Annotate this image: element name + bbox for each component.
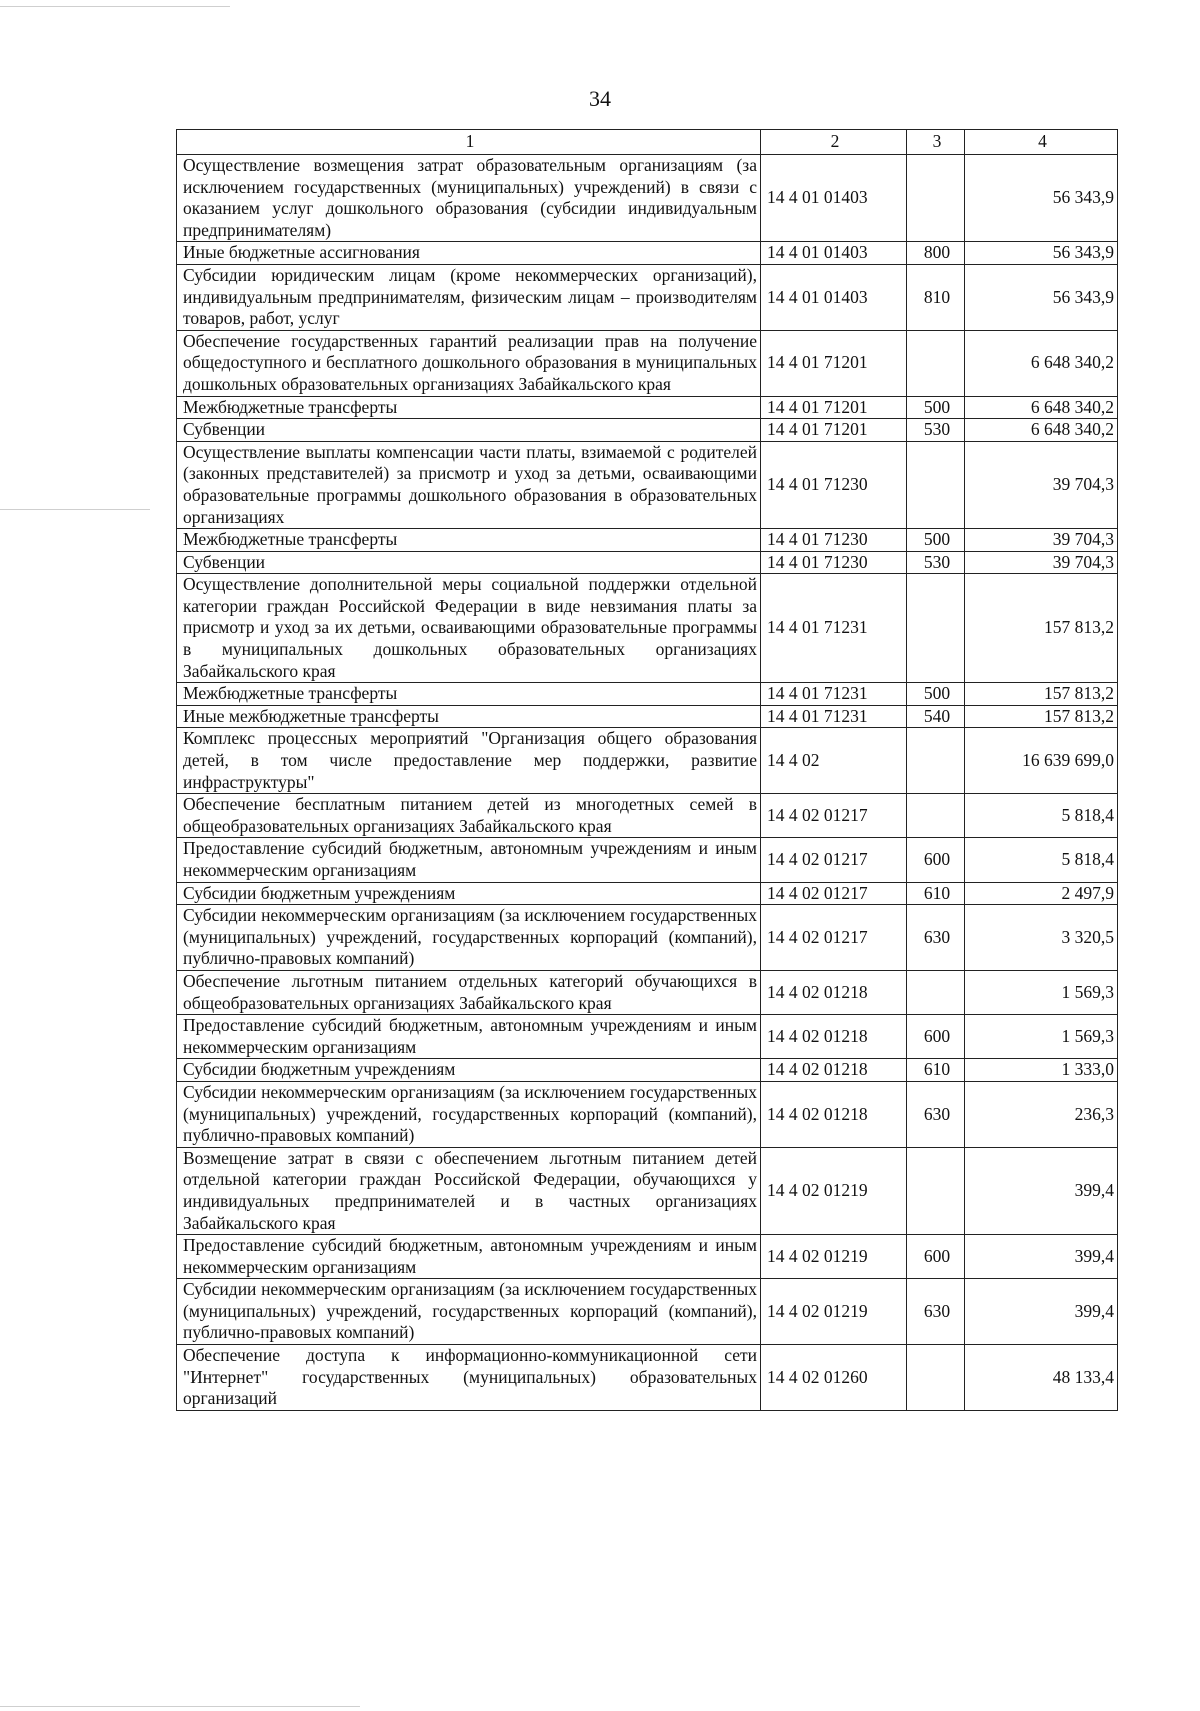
- row-description: Обеспечение доступа к информационно-коммуникационной сети "Интернет" государственных (муниципальных) образовательных организаций: [177, 1345, 761, 1411]
- row-target-code: 14 4 01 71201: [761, 419, 907, 442]
- row-target-code: 14 4 01 01403: [761, 264, 907, 330]
- row-expense-type: 610: [907, 882, 965, 905]
- row-target-code: 14 4 02 01218: [761, 970, 907, 1014]
- row-amount: 48 133,4: [965, 1345, 1118, 1411]
- table-row: [177, 882, 1118, 905]
- table-header-row: [177, 130, 1118, 155]
- row-description: Субвенции: [177, 551, 761, 574]
- table-row: [177, 683, 1118, 706]
- row-amount: 1 569,3: [965, 970, 1118, 1014]
- table-row: [177, 529, 1118, 552]
- row-expense-type: 500: [907, 396, 965, 419]
- table-row: [177, 330, 1118, 396]
- row-target-code: 14 4 02 01218: [761, 1081, 907, 1147]
- row-target-code: 14 4 01 71201: [761, 396, 907, 419]
- row-amount: 157 813,2: [965, 683, 1118, 706]
- header-col-1: 1: [177, 130, 761, 155]
- row-expense-type: 500: [907, 529, 965, 552]
- row-target-code: 14 4 02 01217: [761, 882, 907, 905]
- row-amount: 5 818,4: [965, 794, 1118, 838]
- row-description: Субсидии некоммерческим организациям (за исключением государственных (муниципальных) учреждений, государственных корпораций (компаний), публично-правовых компаний): [177, 1081, 761, 1147]
- row-target-code: 14 4 01 71231: [761, 683, 907, 706]
- page-number: 34: [589, 86, 611, 111]
- row-expense-type: [907, 728, 965, 794]
- row-amount: 1 333,0: [965, 1059, 1118, 1082]
- row-amount: 236,3: [965, 1081, 1118, 1147]
- table-row: [177, 1345, 1118, 1411]
- row-description: Иные бюджетные ассигнования: [177, 242, 761, 265]
- row-target-code: 14 4 01 71230: [761, 551, 907, 574]
- row-amount: 5 818,4: [965, 838, 1118, 882]
- table-row: [177, 242, 1118, 265]
- row-target-code: 14 4 01 71230: [761, 529, 907, 552]
- row-amount: 2 497,9: [965, 882, 1118, 905]
- row-description: Обеспечение льготным питанием отдельных категорий обучающихся в общеобразовательных организациях Забайкальского края: [177, 970, 761, 1014]
- row-expense-type: 630: [907, 1279, 965, 1345]
- row-expense-type: 600: [907, 1235, 965, 1279]
- table-row: [177, 728, 1118, 794]
- row-amount: 16 639 699,0: [965, 728, 1118, 794]
- row-target-code: 14 4 02 01219: [761, 1235, 907, 1279]
- budget-table-body: [177, 130, 1118, 1411]
- row-description: Осуществление выплаты компенсации части платы, взимаемой с родителей (законных представителей) за присмотр и уход за детьми, осваивающими образовательные программы дошкольного образования в образовательных организациях: [177, 441, 761, 528]
- row-expense-type: 600: [907, 838, 965, 882]
- row-target-code: 14 4 01 71231: [761, 574, 907, 683]
- table-row: [177, 574, 1118, 683]
- table-row: [177, 441, 1118, 528]
- row-expense-type: 500: [907, 683, 965, 706]
- row-amount: 39 704,3: [965, 551, 1118, 574]
- scan-edge-mid: [0, 509, 150, 510]
- row-description: Субсидии юридическим лицам (кроме некоммерческих организаций), индивидуальным предпринимателям, физическим лицам – производителям товаров, работ, услуг: [177, 264, 761, 330]
- row-amount: 399,4: [965, 1279, 1118, 1345]
- header-col-4: 4: [965, 130, 1118, 155]
- row-target-code: 14 4 02 01217: [761, 794, 907, 838]
- row-target-code: 14 4 02 01218: [761, 1059, 907, 1082]
- row-target-code: 14 4 01 71230: [761, 441, 907, 528]
- table-row: [177, 1015, 1118, 1059]
- table-row: [177, 1081, 1118, 1147]
- row-amount: 56 343,9: [965, 264, 1118, 330]
- row-expense-type: [907, 330, 965, 396]
- row-expense-type: [907, 970, 965, 1014]
- row-expense-type: [907, 794, 965, 838]
- row-expense-type: 810: [907, 264, 965, 330]
- row-target-code: 14 4 02 01217: [761, 838, 907, 882]
- row-description: Предоставление субсидий бюджетным, автономным учреждениям и иным некоммерческим организациям: [177, 1015, 761, 1059]
- row-description: Межбюджетные трансферты: [177, 529, 761, 552]
- table-row: [177, 396, 1118, 419]
- row-amount: 157 813,2: [965, 705, 1118, 728]
- row-description: Предоставление субсидий бюджетным, автономным учреждениям и иным некоммерческим организациям: [177, 1235, 761, 1279]
- row-expense-type: 630: [907, 1081, 965, 1147]
- row-description: Субсидии бюджетным учреждениям: [177, 1059, 761, 1082]
- table-row: [177, 905, 1118, 971]
- row-description: Субсидии некоммерческим организациям (за исключением государственных (муниципальных) учреждений, государственных корпораций (компаний), публично-правовых компаний): [177, 905, 761, 971]
- row-amount: 399,4: [965, 1147, 1118, 1234]
- row-expense-type: 630: [907, 905, 965, 971]
- row-amount: 56 343,9: [965, 242, 1118, 265]
- row-expense-type: 800: [907, 242, 965, 265]
- row-description: Межбюджетные трансферты: [177, 683, 761, 706]
- table-row: [177, 155, 1118, 242]
- row-description: Осуществление возмещения затрат образовательным организациям (за исключением государственных (муниципальных) учреждений) в связи с оказанием услуг дошкольного образования (субсидии индивидуальным предпринимателям): [177, 155, 761, 242]
- row-expense-type: 530: [907, 419, 965, 442]
- scan-edge-top: [0, 6, 230, 7]
- row-expense-type: 600: [907, 1015, 965, 1059]
- row-target-code: 14 4 01 71201: [761, 330, 907, 396]
- row-target-code: 14 4 01 01403: [761, 155, 907, 242]
- scan-edge-bottom: [0, 1706, 360, 1707]
- row-amount: 1 569,3: [965, 1015, 1118, 1059]
- row-description: Обеспечение бесплатным питанием детей из многодетных семей в общеобразовательных организациях Забайкальского края: [177, 794, 761, 838]
- row-target-code: 14 4 01 71231: [761, 705, 907, 728]
- row-target-code: 14 4 02 01219: [761, 1279, 907, 1345]
- row-target-code: 14 4 02 01260: [761, 1345, 907, 1411]
- row-description: Субсидии некоммерческим организациям (за исключением государственных (муниципальных) учреждений, государственных корпораций (компаний), публично-правовых компаний): [177, 1279, 761, 1345]
- row-description: Осуществление дополнительной меры социальной поддержки отдельной категории граждан Российской Федерации в виде невзимания платы за присмотр и уход за их детьми, осваивающими образовательные программы в муниципальных дошкольных образовательных организациях Забайкальского края: [177, 574, 761, 683]
- header-col-3: 3: [907, 130, 965, 155]
- row-description: Предоставление субсидий бюджетным, автономным учреждениям и иным некоммерческим организациям: [177, 838, 761, 882]
- row-expense-type: 610: [907, 1059, 965, 1082]
- row-description: Иные межбюджетные трансферты: [177, 705, 761, 728]
- row-expense-type: [907, 441, 965, 528]
- row-target-code: 14 4 01 01403: [761, 242, 907, 265]
- row-amount: 399,4: [965, 1235, 1118, 1279]
- row-description: Межбюджетные трансферты: [177, 396, 761, 419]
- table-row: [177, 1147, 1118, 1234]
- row-amount: 3 320,5: [965, 905, 1118, 971]
- row-amount: 39 704,3: [965, 529, 1118, 552]
- table-row: [177, 970, 1118, 1014]
- row-amount: 6 648 340,2: [965, 396, 1118, 419]
- row-amount: 56 343,9: [965, 155, 1118, 242]
- budget-table: [176, 129, 1118, 1411]
- row-expense-type: [907, 155, 965, 242]
- row-description: Комплекс процессных мероприятий "Организация общего образования детей, в том числе предоставление мер поддержки, развитие инфраструктуры": [177, 728, 761, 794]
- table-row: [177, 419, 1118, 442]
- row-amount: 39 704,3: [965, 441, 1118, 528]
- row-description: Обеспечение государственных гарантий реализации прав на получение общедоступного и бесплатного дошкольного образования в муниципальных дошкольных образовательных организациях Забайкальского края: [177, 330, 761, 396]
- table-row: [177, 264, 1118, 330]
- table-row: [177, 1059, 1118, 1082]
- header-col-2: 2: [761, 130, 907, 155]
- table-row: [177, 1279, 1118, 1345]
- row-expense-type: [907, 1345, 965, 1411]
- table-row: [177, 838, 1118, 882]
- row-description: Субвенции: [177, 419, 761, 442]
- table-row: [177, 794, 1118, 838]
- row-expense-type: [907, 1147, 965, 1234]
- row-amount: 6 648 340,2: [965, 330, 1118, 396]
- row-amount: 6 648 340,2: [965, 419, 1118, 442]
- table-row: [177, 551, 1118, 574]
- row-target-code: 14 4 02 01219: [761, 1147, 907, 1234]
- table-row: [177, 1235, 1118, 1279]
- row-target-code: 14 4 02 01217: [761, 905, 907, 971]
- table-row: [177, 705, 1118, 728]
- row-amount: 157 813,2: [965, 574, 1118, 683]
- row-expense-type: 530: [907, 551, 965, 574]
- row-description: Субсидии бюджетным учреждениям: [177, 882, 761, 905]
- row-expense-type: 540: [907, 705, 965, 728]
- row-expense-type: [907, 574, 965, 683]
- row-description: Возмещение затрат в связи с обеспечением льготным питанием детей отдельной категории граждан Российской Федерации, обучающихся у индивидуальных предпринимателей и в частных организациях Забайкальского края: [177, 1147, 761, 1234]
- row-target-code: 14 4 02: [761, 728, 907, 794]
- row-target-code: 14 4 02 01218: [761, 1015, 907, 1059]
